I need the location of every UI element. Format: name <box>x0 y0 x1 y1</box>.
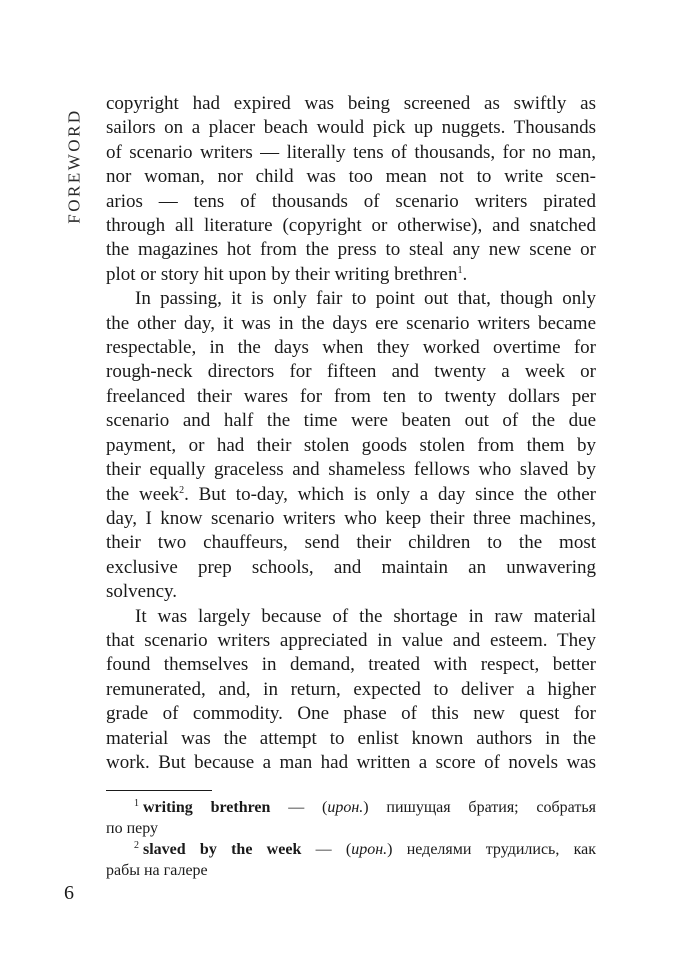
paragraph-2 <box>106 287 596 604</box>
footnote-line <box>106 839 596 860</box>
text-line: through all literature (copyright or otherwise), and snatched <box>106 215 596 237</box>
text-line: rough-neck directors for fifteen and twenty a week or <box>106 361 596 383</box>
text-line: that scenario writers appreciated in value and esteem. They <box>106 629 596 651</box>
footnote-label: ирон. <box>327 799 364 816</box>
text-line: day, I know scenario writers who keep their three machines, <box>106 507 596 529</box>
text-line: nor woman, nor child was too mean not to write scen- <box>106 166 596 188</box>
running-head <box>60 96 90 236</box>
text-line: sailors on a placer beach would pick up nuggets. Thousands <box>106 117 596 139</box>
text-line: of scenario writers — literally tens of thousands, for no man, <box>106 141 596 163</box>
footnote-ref-1: 1 <box>457 264 463 276</box>
footnote-separator <box>106 790 212 791</box>
text-fragment: . <box>462 263 468 285</box>
paragraph-3 <box>106 605 596 776</box>
footnote-marker: 2 <box>134 840 139 851</box>
text-line: payment, or had their stolen goods stolen from them by <box>106 434 596 456</box>
footnote-text: ) неделями трудились, как <box>387 841 597 858</box>
text-line: the magazines hot from the press to steal any new scene or <box>106 239 596 261</box>
text-line: In passing, it is only fair to point out that, though only <box>135 288 596 310</box>
footnote-term: writing brethren <box>143 799 271 816</box>
text-line: found themselves in demand, treated with respect, better <box>106 654 596 676</box>
text-line: their two chauffeurs, send their children to the most <box>106 532 596 554</box>
text-fragment: plot or story hit upon by their writing brethren <box>106 263 458 285</box>
text-fragment: the week <box>106 483 180 505</box>
text-line: grade of commodity. One phase of this new quest for <box>106 703 596 725</box>
text-line: copyright had expired was being screened as swiftly as <box>106 93 596 114</box>
text-line: exclusive prep schools, and maintain an unwavering <box>106 556 596 578</box>
footnote-label: ирон. <box>351 841 388 858</box>
footnote-2 <box>106 839 596 881</box>
paragraph-1 <box>106 92 596 287</box>
footnotes <box>106 797 596 881</box>
text-line: their equally graceless and shameless fellows who slaved by <box>106 459 596 481</box>
text-line: freelanced their wares for from ten to twenty dollars per <box>106 385 596 407</box>
text-line: solvency. <box>106 581 178 603</box>
text-line: work. But because a man had written a score of novels was <box>106 751 596 773</box>
text-line: scenario and half the time were beaten out of the due <box>106 410 596 432</box>
footnote-dash: — ( <box>270 799 328 816</box>
text-line: arios — tens of thousands of scenario writers pirated <box>106 190 596 212</box>
footnote-ref-2: 2 <box>179 484 185 496</box>
footnote-line: рабы на галере <box>106 862 208 879</box>
text-line: It was largely because of the shortage in raw material <box>135 605 596 627</box>
footnote-line <box>106 797 596 818</box>
text-line: respectable, in the days when they worked overtime for <box>106 337 596 359</box>
text-line: the other day, it was in the days ere scenario writers became <box>106 312 596 334</box>
footnote-1 <box>106 797 596 839</box>
main-text <box>106 92 596 775</box>
text-line: remunerated, and, in return, expected to deliver a higher <box>106 678 596 700</box>
running-head-text: FOREWORD <box>65 108 84 224</box>
text-line <box>106 263 596 287</box>
text-fragment: . But to-day, which is only a day since the other <box>184 483 596 505</box>
footnote-line: по перу <box>106 820 159 837</box>
footnote-term: slaved by the week <box>143 841 302 858</box>
text-line <box>106 483 596 507</box>
footnote-text: ) пишущая братия; собратья <box>363 799 596 816</box>
footnote-dash: — ( <box>301 841 352 858</box>
page-number: 6 <box>64 882 74 904</box>
footnote-marker: 1 <box>134 798 139 809</box>
text-line: material was the attempt to enlist known authors in the <box>106 727 596 749</box>
